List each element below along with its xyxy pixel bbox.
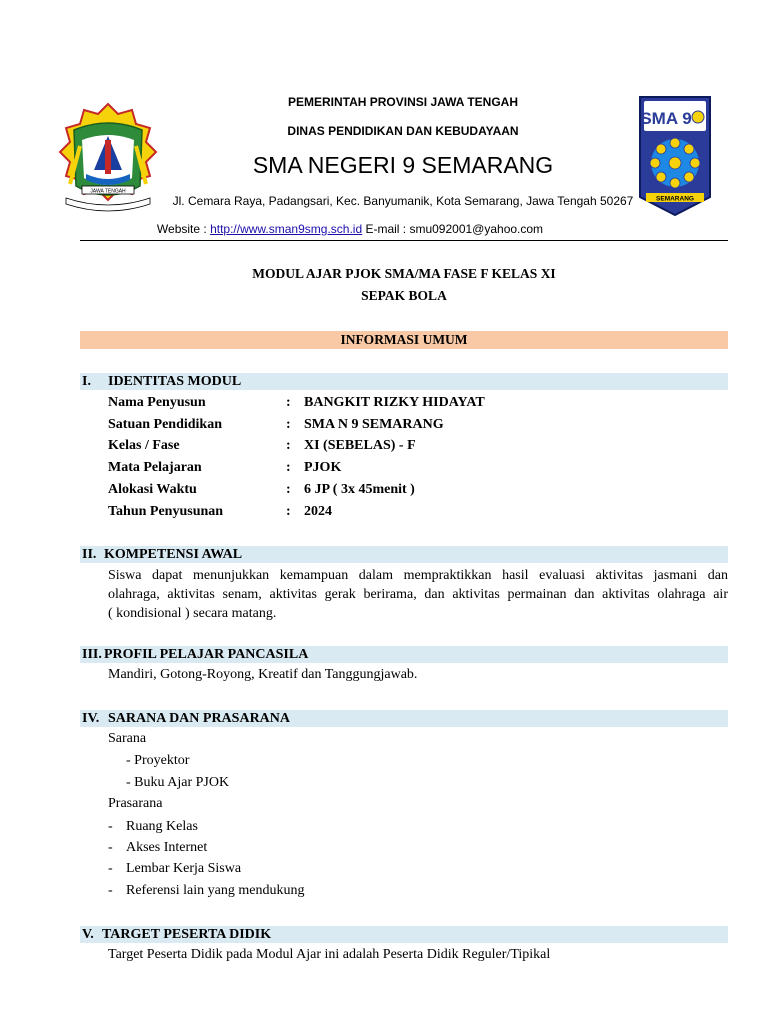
identitas-colon: : — [286, 417, 291, 432]
website-label: Website : — [156, 222, 211, 236]
identitas-value: PJOK — [304, 460, 342, 475]
section-number: V. — [82, 927, 94, 942]
target-text: Target Peserta Didik pada Modul Ajar ini adalah Peserta Didik Reguler/Tipikal — [108, 947, 551, 962]
kompetensi-paragraph — [108, 566, 728, 623]
sarana-item: - Buku Ajar PJOK — [126, 775, 230, 790]
identitas-colon: : — [286, 438, 291, 453]
section-sarana-header — [80, 710, 728, 727]
school-contact — [0, 222, 700, 236]
website-link[interactable]: http://www.sman9smg.sch.id — [210, 222, 363, 236]
identitas-value: BANGKIT RIZKY HIDAYAT — [304, 395, 485, 410]
left-logo-label: JAWA TENGAH — [90, 188, 126, 195]
identitas-colon: : — [286, 504, 291, 519]
email-text: E-mail : smu092001@yahoo.com — [362, 222, 544, 236]
identitas-value: 2024 — [304, 504, 332, 519]
identitas-label: Mata Pelajaran — [108, 460, 202, 475]
sarana-label: Sarana — [108, 731, 147, 746]
school-address: Jl. Cemara Raya, Padangsari, Kec. Banyumanik, Kota Semarang, Jawa Tengah 50267 — [172, 194, 634, 208]
identitas-colon: : — [286, 482, 291, 497]
identitas-value: 6 JP ( 3x 45menit ) — [304, 482, 415, 497]
identitas-label: Satuan Pendidikan — [108, 417, 222, 432]
right-logo-title: SMA 9 — [640, 109, 692, 128]
sma9-school-logo — [638, 95, 712, 217]
info-umum-band — [80, 331, 728, 349]
prasarana-item: Lembar Kerja Siswa — [126, 861, 242, 876]
info-umum-heading: INFORMASI UMUM — [340, 332, 468, 347]
section-title: SARANA DAN PRASARANA — [108, 711, 291, 726]
identitas-value: SMA N 9 SEMARANG — [304, 417, 444, 432]
list-bullet: - — [108, 819, 113, 834]
section-identitas-header — [80, 373, 728, 390]
sarana-item: - Proyektor — [126, 753, 190, 768]
header-department: DINAS PENDIDIKAN DAN KEBUDAYAAN — [287, 124, 519, 138]
section-number: I. — [82, 374, 91, 389]
prasarana-item: Ruang Kelas — [126, 819, 198, 834]
paragraph-line: olahraga, aktivitas senam, aktivitas gerak berirama, dan aktivitas permainan dan aktivitas olahraga air — [108, 587, 728, 602]
right-logo-city: SEMARANG — [656, 195, 694, 203]
identitas-value: XI (SEBELAS) - F — [304, 438, 416, 453]
list-bullet: - — [108, 883, 113, 898]
school-name: SMA NEGERI 9 SEMARANG — [252, 152, 554, 178]
section-number: III. — [82, 647, 102, 662]
module-title: MODUL AJAR PJOK SMA/MA FASE F KELAS XI — [252, 266, 556, 281]
section-title: IDENTITAS MODUL — [108, 374, 242, 389]
header-government: PEMERINTAH PROVINSI JAWA TENGAH — [287, 95, 519, 109]
paragraph-line: ( kondisional ) secara matang. — [108, 606, 277, 621]
section-title: TARGET PESERTA DIDIK — [102, 927, 272, 942]
prasarana-label: Prasarana — [108, 796, 163, 811]
identitas-label: Kelas / Fase — [108, 438, 180, 453]
section-profil-header — [80, 646, 728, 663]
identitas-label: Alokasi Waktu — [108, 482, 197, 497]
identitas-label: Nama Penyusun — [108, 395, 206, 410]
section-kompetensi-header — [80, 546, 728, 563]
section-title: KOMPETENSI AWAL — [104, 547, 243, 562]
list-bullet: - — [108, 861, 113, 876]
prasarana-item: Referensi lain yang mendukung — [126, 883, 305, 898]
letterhead-divider — [80, 240, 728, 241]
module-subtitle: SEPAK BOLA — [361, 288, 447, 303]
list-bullet: - — [108, 840, 113, 855]
profil-text: Mandiri, Gotong-Royong, Kreatif dan Tanggungjawab. — [108, 667, 418, 682]
section-title: PROFIL PELAJAR PANCASILA — [104, 647, 309, 662]
identitas-label: Tahun Penyusunan — [108, 504, 224, 519]
identitas-colon: : — [286, 395, 291, 410]
identitas-colon: : — [286, 460, 291, 475]
section-number: IV. — [82, 711, 100, 726]
section-number: II. — [82, 547, 97, 562]
prasarana-item: Akses Internet — [126, 840, 208, 855]
paragraph-line: Siswa dapat menunjukkan kemampuan dalam mempraktikkan hasil evaluasi aktivitas jasmani dan — [108, 568, 728, 583]
section-target-header — [80, 926, 728, 943]
